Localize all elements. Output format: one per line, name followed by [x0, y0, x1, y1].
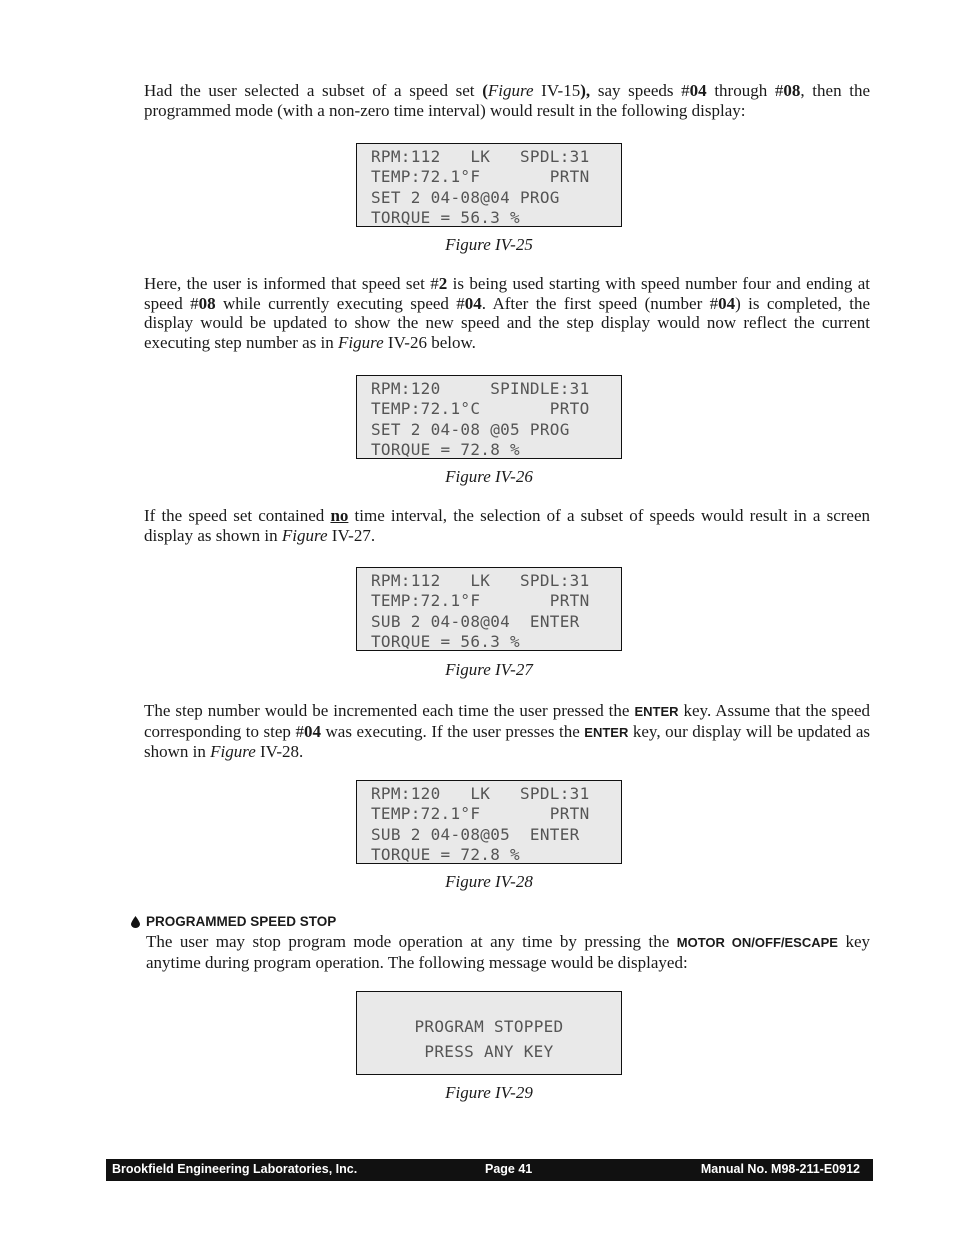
text-bold: 04	[718, 293, 736, 313]
figure-caption: Figure IV-29	[445, 1083, 533, 1102]
text: If the speed set contained	[144, 506, 331, 525]
text-bold: 04	[689, 81, 707, 100]
drop-icon	[131, 916, 140, 928]
lcd-display-fig28	[356, 780, 622, 864]
paragraph-speed-set	[144, 274, 870, 352]
text-bold: 08	[783, 81, 801, 100]
footer-page-number: Page 41	[485, 1162, 533, 1176]
lcd-line: TORQUE = 72.8 %	[371, 440, 520, 460]
text: is being used starting with speed number four and ending at speed #	[144, 274, 871, 313]
lcd-display-fig29	[356, 991, 622, 1075]
key-name: ENTER	[584, 724, 629, 740]
text: , then the programmed mode (with a non-zero time interval) would result in the following display:	[144, 81, 871, 120]
lcd-display-fig26	[356, 375, 622, 459]
lcd-line: RPM:112 LK SPDL:31	[371, 571, 590, 590]
footer-company: Brookfield Engineering Laboratories, Inc.	[112, 1162, 358, 1176]
text: IV-28.	[255, 742, 304, 761]
text-bold: 08	[198, 293, 216, 313]
footer-manual-number: Manual No. M98-211-E0912	[700, 1162, 860, 1176]
text: ) is completed, the display would be updated to show the new speed and the step display would now reflect the current executing step number as in	[144, 293, 870, 352]
text-bold: ),	[580, 81, 591, 100]
text: The user may stop program mode operation at any time by pressing the	[146, 932, 677, 951]
text-bold: 04	[464, 293, 482, 313]
text-bold: 2	[438, 274, 448, 293]
lcd-line: TORQUE = 72.8 %	[371, 845, 520, 865]
figure-caption: Figure IV-25	[445, 235, 533, 254]
text: through #	[706, 81, 784, 100]
text: IV-26 below.	[383, 332, 476, 352]
text: The step number would be incremented each time the user pressed the	[144, 701, 635, 720]
paragraph-no-interval	[144, 506, 870, 545]
text: IV-15	[533, 81, 581, 100]
text: key. Assume that the speed corresponding to step #	[144, 701, 870, 741]
key-name: MOTOR ON/OFF/ESCAPE	[676, 935, 838, 950]
text-bold-underline: no	[330, 506, 349, 525]
text: key anytime during program operation. The following message would be displayed:	[146, 932, 871, 972]
figure-caption: Figure IV-27	[445, 660, 533, 679]
lcd-line: SET 2 04-08@04 PROG	[371, 187, 560, 207]
text: time interval, the selection of a subset of speeds would result in a screen display as shown in	[144, 506, 870, 545]
text-italic: Figure	[338, 332, 384, 352]
lcd-line: RPM:120 LK SPDL:31	[371, 784, 590, 803]
text-italic: Figure	[487, 81, 534, 100]
lcd-line: RPM:112 LK SPDL:31	[371, 147, 590, 166]
text: . After the first speed (number #	[481, 293, 719, 313]
text-italic: Figure	[210, 742, 256, 761]
lcd-line: TEMP:72.1°C PRTO	[371, 399, 590, 419]
text: Had the user selected a subset of a speed set	[144, 81, 483, 100]
text: while currently executing speed #	[215, 293, 465, 313]
lcd-line: SUB 2 04-08@04 ENTER	[371, 611, 580, 631]
lcd-line: TORQUE = 56.3 %	[371, 632, 520, 652]
lcd-line: TEMP:72.1°F PRTN	[371, 591, 590, 611]
lcd-line: SUB 2 04-08@05 ENTER	[371, 824, 580, 844]
section-heading	[131, 913, 336, 931]
lcd-line: TEMP:72.1°F PRTN	[371, 804, 590, 824]
text: IV-27.	[327, 525, 376, 545]
lcd-display-fig27	[356, 567, 622, 651]
key-name: ENTER	[634, 704, 679, 719]
section-heading-text: PROGRAMMED SPEED STOP	[146, 914, 337, 929]
lcd-line: PROGRAM STOPPED	[414, 1017, 564, 1036]
lcd-line: TORQUE = 56.3 %	[371, 208, 520, 228]
text: was executing. If the user presses the	[320, 721, 585, 741]
lcd-display-fig25	[356, 143, 622, 227]
lcd-line: TEMP:72.1°F PRTN	[371, 167, 590, 187]
figure-caption: Figure IV-26	[445, 467, 533, 486]
figure-caption: Figure IV-28	[445, 872, 533, 891]
text: Here, the user is informed that speed set #	[144, 274, 439, 293]
paragraph-stop	[146, 932, 870, 972]
text-bold: 04	[303, 721, 321, 741]
paragraph-step-number	[144, 701, 870, 762]
text-bold: (	[482, 81, 488, 100]
paragraph-intro	[144, 81, 870, 120]
page-footer	[106, 1159, 873, 1181]
lcd-line: PRESS ANY KEY	[424, 1042, 554, 1061]
lcd-line: SET 2 04-08 @05 PROG	[371, 419, 570, 439]
text-italic: Figure	[281, 525, 328, 545]
text: key, our display will be updated as shown in	[144, 721, 870, 761]
lcd-line: RPM:120 SPINDLE:31	[371, 379, 590, 398]
text: say speeds #	[590, 81, 690, 100]
